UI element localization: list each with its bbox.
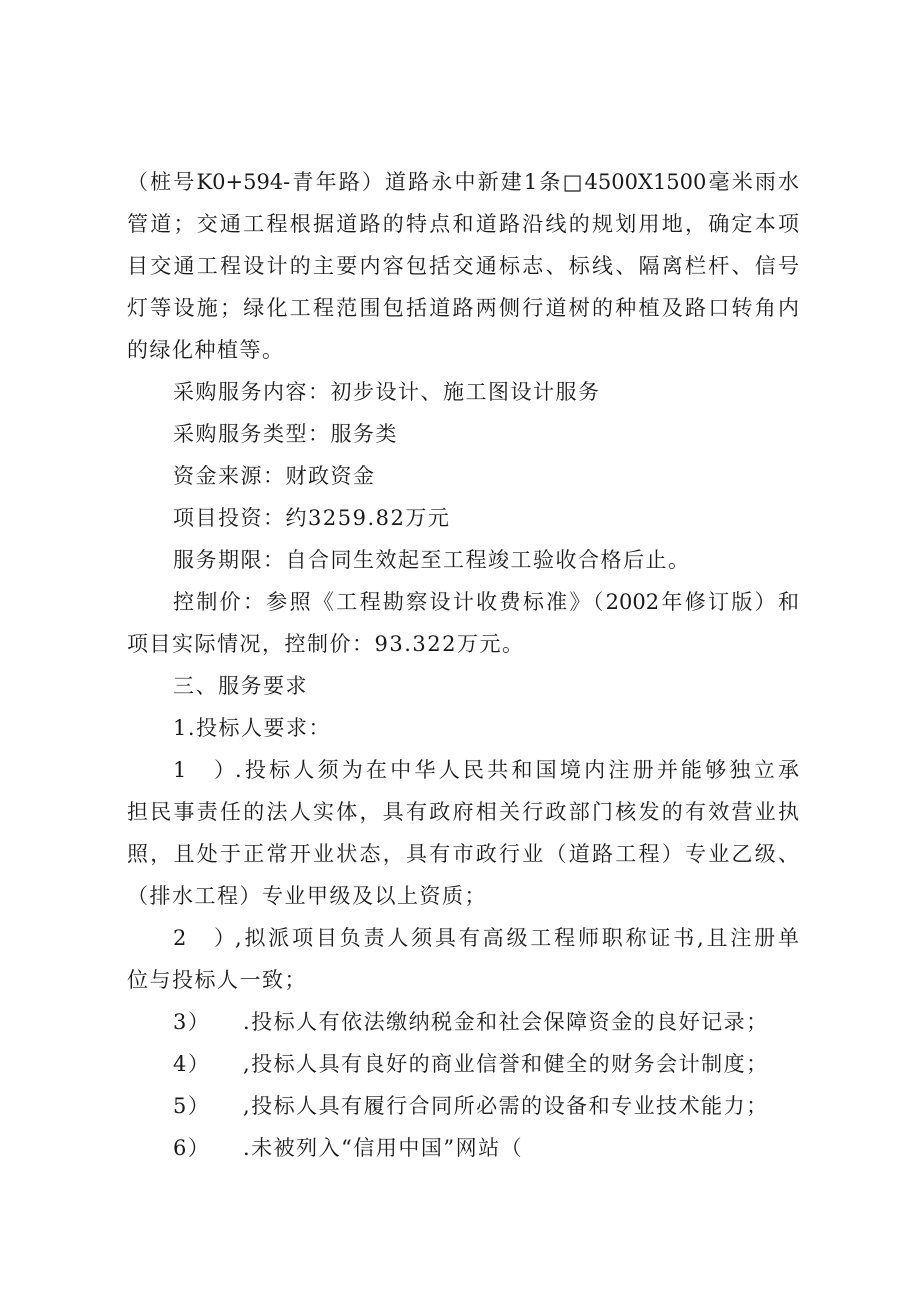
list-item-number: 1） xyxy=(173,758,235,782)
section-heading: 三、服务要求 xyxy=(173,674,308,698)
paragraph-line: （桩号K0+594-青年路）道路永中新建1条□4500X1500毫米雨水 xyxy=(127,170,799,194)
field-fund-source: 资金来源：财政资金 xyxy=(173,464,376,488)
list-item-number: 5） xyxy=(173,1094,211,1118)
list-item-text: ,拟派项目负责人须具有高级工程师职称证书,且注册单 xyxy=(235,926,799,950)
paragraph-line: 管道；交通工程根据道路的特点和道路沿线的规划用地，确定本项 xyxy=(127,212,799,236)
control-price-line: 项目实际情况，控制价：93.322万元。 xyxy=(127,632,525,656)
list-item-number: 3） xyxy=(173,1010,211,1034)
list-item xyxy=(173,1007,769,1037)
paragraph-line: 目交通工程设计的主要内容包括交通标志、标线、隔离栏杆、信号 xyxy=(127,254,799,278)
field-service-type: 采购服务类型：服务类 xyxy=(173,422,398,446)
control-price-line: 控制价：参照《工程勘察设计收费标准》（2002年修订版）和 xyxy=(173,590,799,614)
field-investment: 项目投资：约3259.82万元 xyxy=(173,506,451,530)
list-item-continuation: 位与投标人一致； xyxy=(127,968,307,992)
list-item xyxy=(173,923,799,953)
list-item-text: .投标人有依法缴纳税金和社会保障资金的良好记录； xyxy=(243,1010,769,1034)
list-item-text: .投标人须为在中华人民共和国境内注册并能够独立承 xyxy=(235,758,799,782)
list-item-continuation: （排水工程）专业甲级及以上资质； xyxy=(127,884,487,908)
paragraph-line: 灯等设施；绿化工程范围包括道路两侧行道树的种植及路口转角内 xyxy=(127,296,799,320)
list-item xyxy=(173,1049,769,1079)
list-item xyxy=(173,1091,769,1121)
subsection-heading: 1.投标人要求： xyxy=(173,716,332,740)
list-item-continuation: 担民事责任的法人实体，具有政府相关行政部门核发的有效营业执 xyxy=(127,800,799,824)
list-item-text: .未被列入“信用中国”网站（ xyxy=(243,1136,524,1160)
paragraph-line: 的绿化种植等。 xyxy=(127,338,285,362)
field-service-period: 服务期限：自合同生效起至工程竣工验收合格后止。 xyxy=(173,548,691,572)
list-item-number: 4） xyxy=(173,1052,211,1076)
list-item-number: 2） xyxy=(173,926,235,950)
list-item-number: 6） xyxy=(173,1136,211,1160)
list-item xyxy=(173,1133,523,1163)
list-item xyxy=(173,755,799,785)
list-item-text: ,投标人具有履行合同所必需的设备和专业技术能力； xyxy=(243,1094,769,1118)
list-item-text: ,投标人具有良好的商业信誉和健全的财务会计制度； xyxy=(243,1052,769,1076)
field-service-content: 采购服务内容：初步设计、施工图设计服务 xyxy=(173,380,601,404)
list-item-continuation: 照，且处于正常开业状态，具有市政行业（道路工程）专业乙级、 xyxy=(127,842,799,866)
